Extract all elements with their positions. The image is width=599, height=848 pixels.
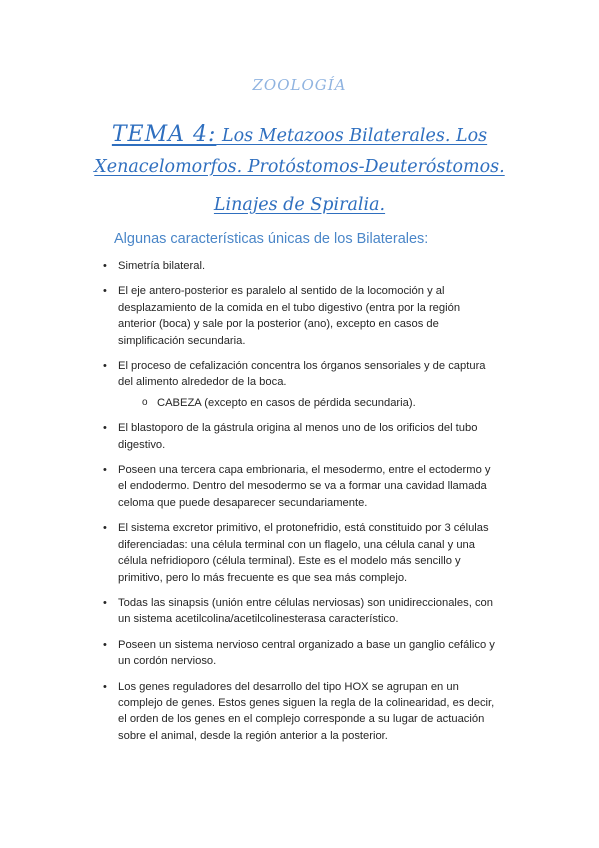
topic-number: TEMA 4: [111, 122, 217, 147]
list-item [101, 462, 501, 511]
bullet-icon: • [103, 360, 107, 373]
bullet-icon: • [103, 596, 107, 609]
list-item [101, 258, 501, 274]
list-item [101, 679, 501, 745]
sub-list-item [101, 395, 501, 411]
list-item-text: El blastoporo de la gástrula origina al menos uno de los orificios del tubo digestivo. [118, 422, 478, 451]
title-line-2 [0, 157, 599, 177]
list-item [101, 520, 501, 586]
bullet-icon: • [103, 522, 107, 535]
bullet-icon: • [103, 464, 107, 477]
bullet-list [101, 258, 501, 753]
title-line-1 [0, 122, 599, 147]
list-item-text: El sistema excretor primitivo, el protonefridio, está constituido por 3 células diferenciadas: una célula terminal con un flagelo, una célula canal y una célula nefridioporo (célula terminal). Este es el modelo más sencillo y primitivo, pero lo más frecuente es que sea más complejo. [118, 522, 489, 584]
list-item [101, 283, 501, 349]
list-item [101, 637, 501, 670]
list-item-text: Simetría bilateral. [118, 260, 206, 272]
list-item-text: Poseen una tercera capa embrionaria, el mesodermo, entre el ectodermo y el endodermo. Dentro del mesodermo se va a formar una cavidad llamada celoma que puede desaparecer secundariamente. [118, 464, 491, 509]
title-line-1-text: Los Metazoos Bilaterales. Los [216, 126, 488, 146]
subject-title: ZOOLOGÍA [252, 76, 347, 94]
section-heading: Algunas características únicas de los Bilaterales: [114, 231, 429, 247]
bullet-icon: • [103, 285, 107, 298]
list-item-text: CABEZA (excepto en casos de pérdida secundaria). [157, 396, 416, 409]
title-line-3 [0, 195, 599, 215]
bullet-icon: • [103, 422, 107, 435]
list-item [101, 358, 501, 391]
bullet-icon: • [103, 638, 107, 651]
list-item [101, 595, 501, 628]
list-item-text: El proceso de cefalización concentra los órganos sensoriales y de captura del alimento alrededor de la boca. [118, 360, 486, 389]
list-item-text: El eje antero-posterior es paralelo al sentido de la locomoción y al desplazamiento de la comida en el tubo digestivo (entra por la región anterior (boca) y sale por la posterior (ano), excepto en casos de simplificación secundaria. [118, 285, 461, 347]
list-item-text: Los genes reguladores del desarrollo del tipo HOX se agrupan en un complejo de genes. Estos genes siguen la regla de la colinearidad, es decir, el orden de los genes en el complejo corresponde a su lugar de actuación sobre el animal, desde la región anterior a la posterior. [118, 680, 495, 742]
bullet-icon: • [103, 680, 107, 693]
list-item-text: Todas las sinapsis (unión entre células nerviosas) son unidireccionales, con un sistema acetilcolina/acetilcolinesterasa característico. [118, 596, 493, 626]
list-item [101, 420, 501, 453]
list-item-text: Poseen un sistema nervioso central organizado a base un ganglio cefálico y un cordón nervioso. [118, 638, 495, 668]
bullet-icon: • [103, 260, 107, 272]
title-line-2-text: Xenacelomorfos. Protóstomos-Deuteróstomos. [94, 157, 505, 177]
circle-bullet-icon: o [142, 396, 148, 408]
title-line-3-text: Linajes de Spiralia. [213, 195, 386, 215]
